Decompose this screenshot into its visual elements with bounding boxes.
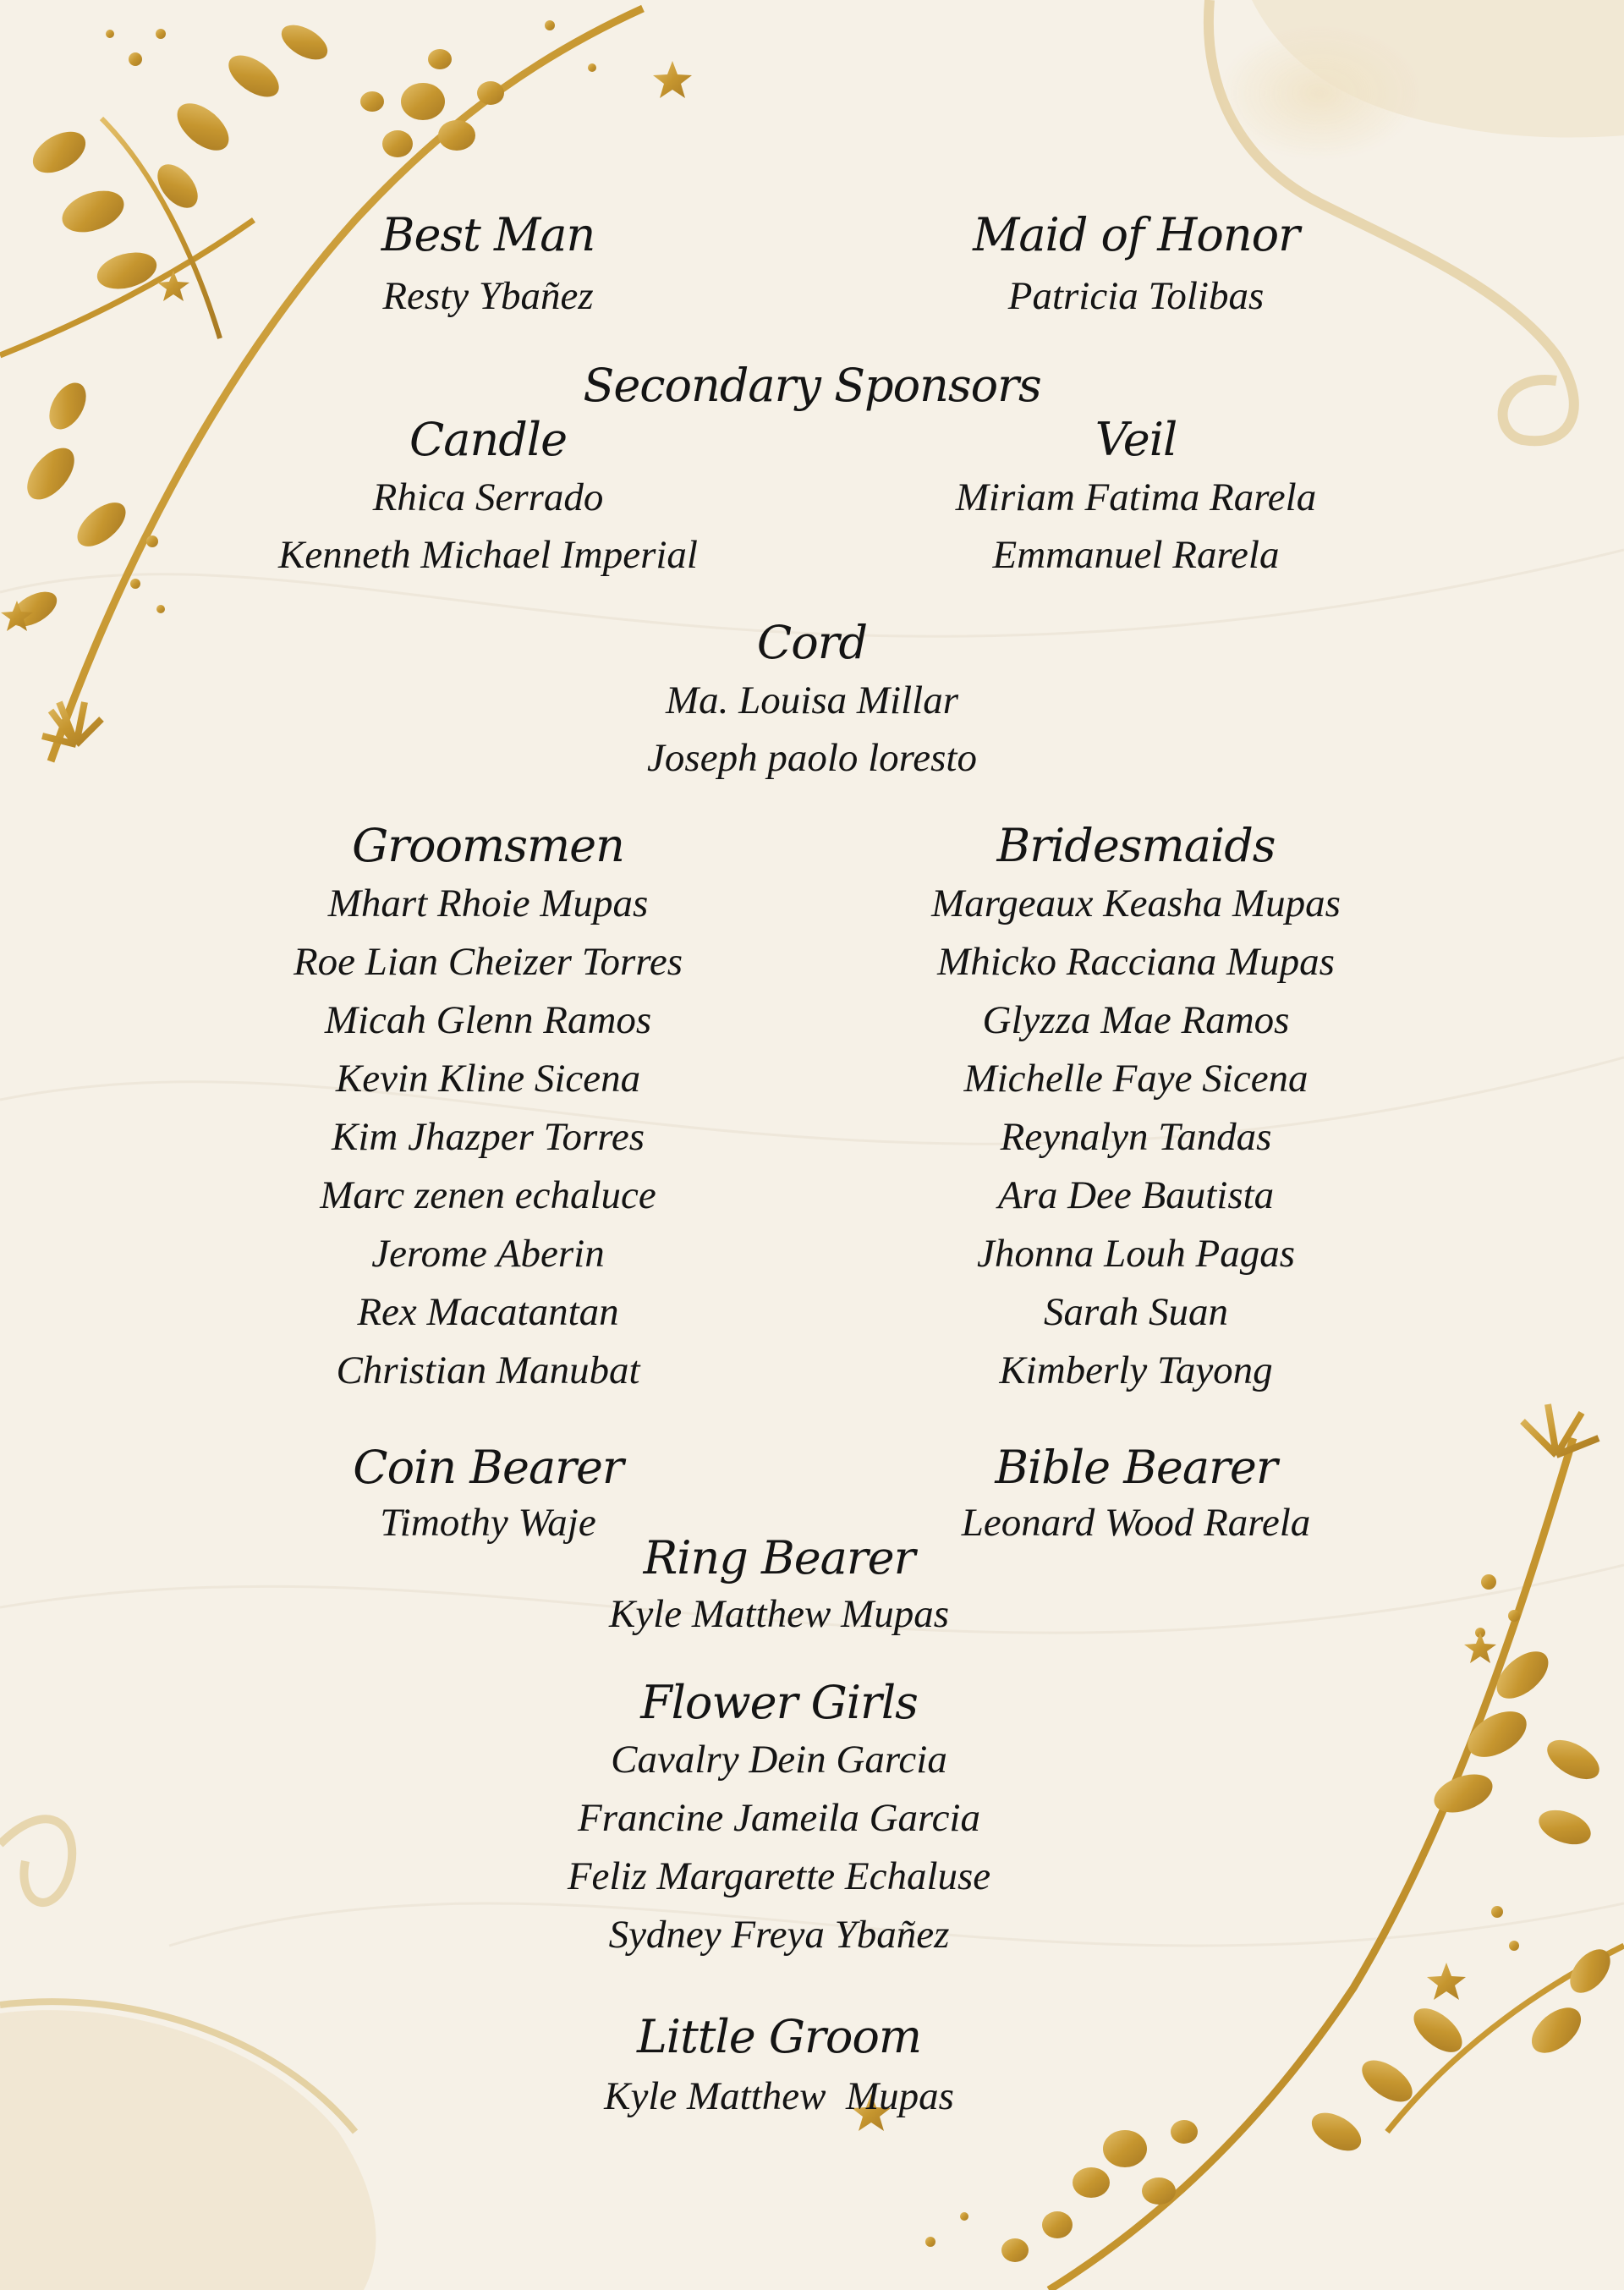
groomsman-name: Jerome Aberin xyxy=(371,1232,605,1276)
maid-of-honor-heading: Maid of Honor xyxy=(973,208,1299,261)
groomsman-name: Christian Manubat xyxy=(336,1348,640,1392)
groomsman-name: Roe Lian Cheizer Torres xyxy=(293,940,683,984)
coin-bearer-name: Timothy Waje xyxy=(380,1501,596,1545)
best-man-heading: Best Man xyxy=(381,208,595,261)
groomsman-name: Marc zenen echaluce xyxy=(320,1173,656,1217)
candle-name: Rhica Serrado xyxy=(372,475,604,519)
groomsman-name: Micah Glenn Ramos xyxy=(324,998,652,1042)
bridesmaid-name: Sarah Suan xyxy=(1043,1290,1229,1334)
maid-of-honor-name: Patricia Tolibas xyxy=(1007,274,1265,318)
flower-girl-name: Feliz Margarette Echaluse xyxy=(567,1854,991,1898)
veil-heading: Veil xyxy=(1095,413,1177,466)
groomsman-name: Kim Jhazper Torres xyxy=(332,1115,645,1159)
veil-name: Emmanuel Rarela xyxy=(992,533,1280,577)
candle-name: Kenneth Michael Imperial xyxy=(278,533,698,577)
coin-bearer-heading: Coin Bearer xyxy=(353,1441,623,1494)
flower-girl-name: Sydney Freya Ybañez xyxy=(608,1913,950,1957)
bridesmaids-heading: Bridesmaids xyxy=(996,819,1276,872)
cord-heading: Cord xyxy=(756,616,868,669)
ring-bearer-heading: Ring Bearer xyxy=(643,1531,915,1584)
bridesmaid-name: Glyzza Mae Ramos xyxy=(982,998,1290,1042)
cord-name: Joseph paolo loresto xyxy=(647,736,977,780)
groomsman-name: Kevin Kline Sicena xyxy=(335,1057,641,1101)
groomsman-name: Rex Macatantan xyxy=(357,1290,619,1334)
ring-bearer-name: Kyle Matthew Mupas xyxy=(608,1592,950,1636)
bridesmaid-name: Reynalyn Tandas xyxy=(1000,1115,1272,1159)
bridesmaid-name: Ara Dee Bautista xyxy=(997,1173,1275,1217)
candle-heading: Candle xyxy=(409,413,568,466)
veil-name: Miriam Fatima Rarela xyxy=(955,475,1317,519)
bible-bearer-heading: Bible Bearer xyxy=(995,1441,1277,1494)
flower-girl-name: Cavalry Dein Garcia xyxy=(611,1738,947,1782)
best-man-name: Resty Ybañez xyxy=(382,274,594,318)
bridesmaid-name: Kimberly Tayong xyxy=(999,1348,1273,1392)
bridesmaid-name: Margeaux Keasha Mupas xyxy=(931,881,1341,925)
cord-name: Ma. Louisa Millar xyxy=(665,678,959,722)
bridesmaid-name: Michelle Faye Sicena xyxy=(963,1057,1309,1101)
flower-girl-name: Francine Jameila Garcia xyxy=(578,1796,980,1840)
little-groom-heading: Little Groom xyxy=(636,2010,922,2063)
flower-girls-heading: Flower Girls xyxy=(640,1676,918,1729)
bridesmaid-name: Jhonna Louh Pagas xyxy=(977,1232,1295,1276)
groomsman-name: Mhart Rhoie Mupas xyxy=(327,881,649,925)
groomsmen-heading: Groomsmen xyxy=(352,819,624,872)
secondary-sponsors-heading: Secondary Sponsors xyxy=(583,359,1041,412)
bible-bearer-name: Leonard Wood Rarela xyxy=(961,1501,1311,1545)
bridesmaid-name: Mhicko Racciana Mupas xyxy=(937,940,1335,984)
little-groom-name: Kyle Matthew Mupas xyxy=(604,2074,954,2118)
